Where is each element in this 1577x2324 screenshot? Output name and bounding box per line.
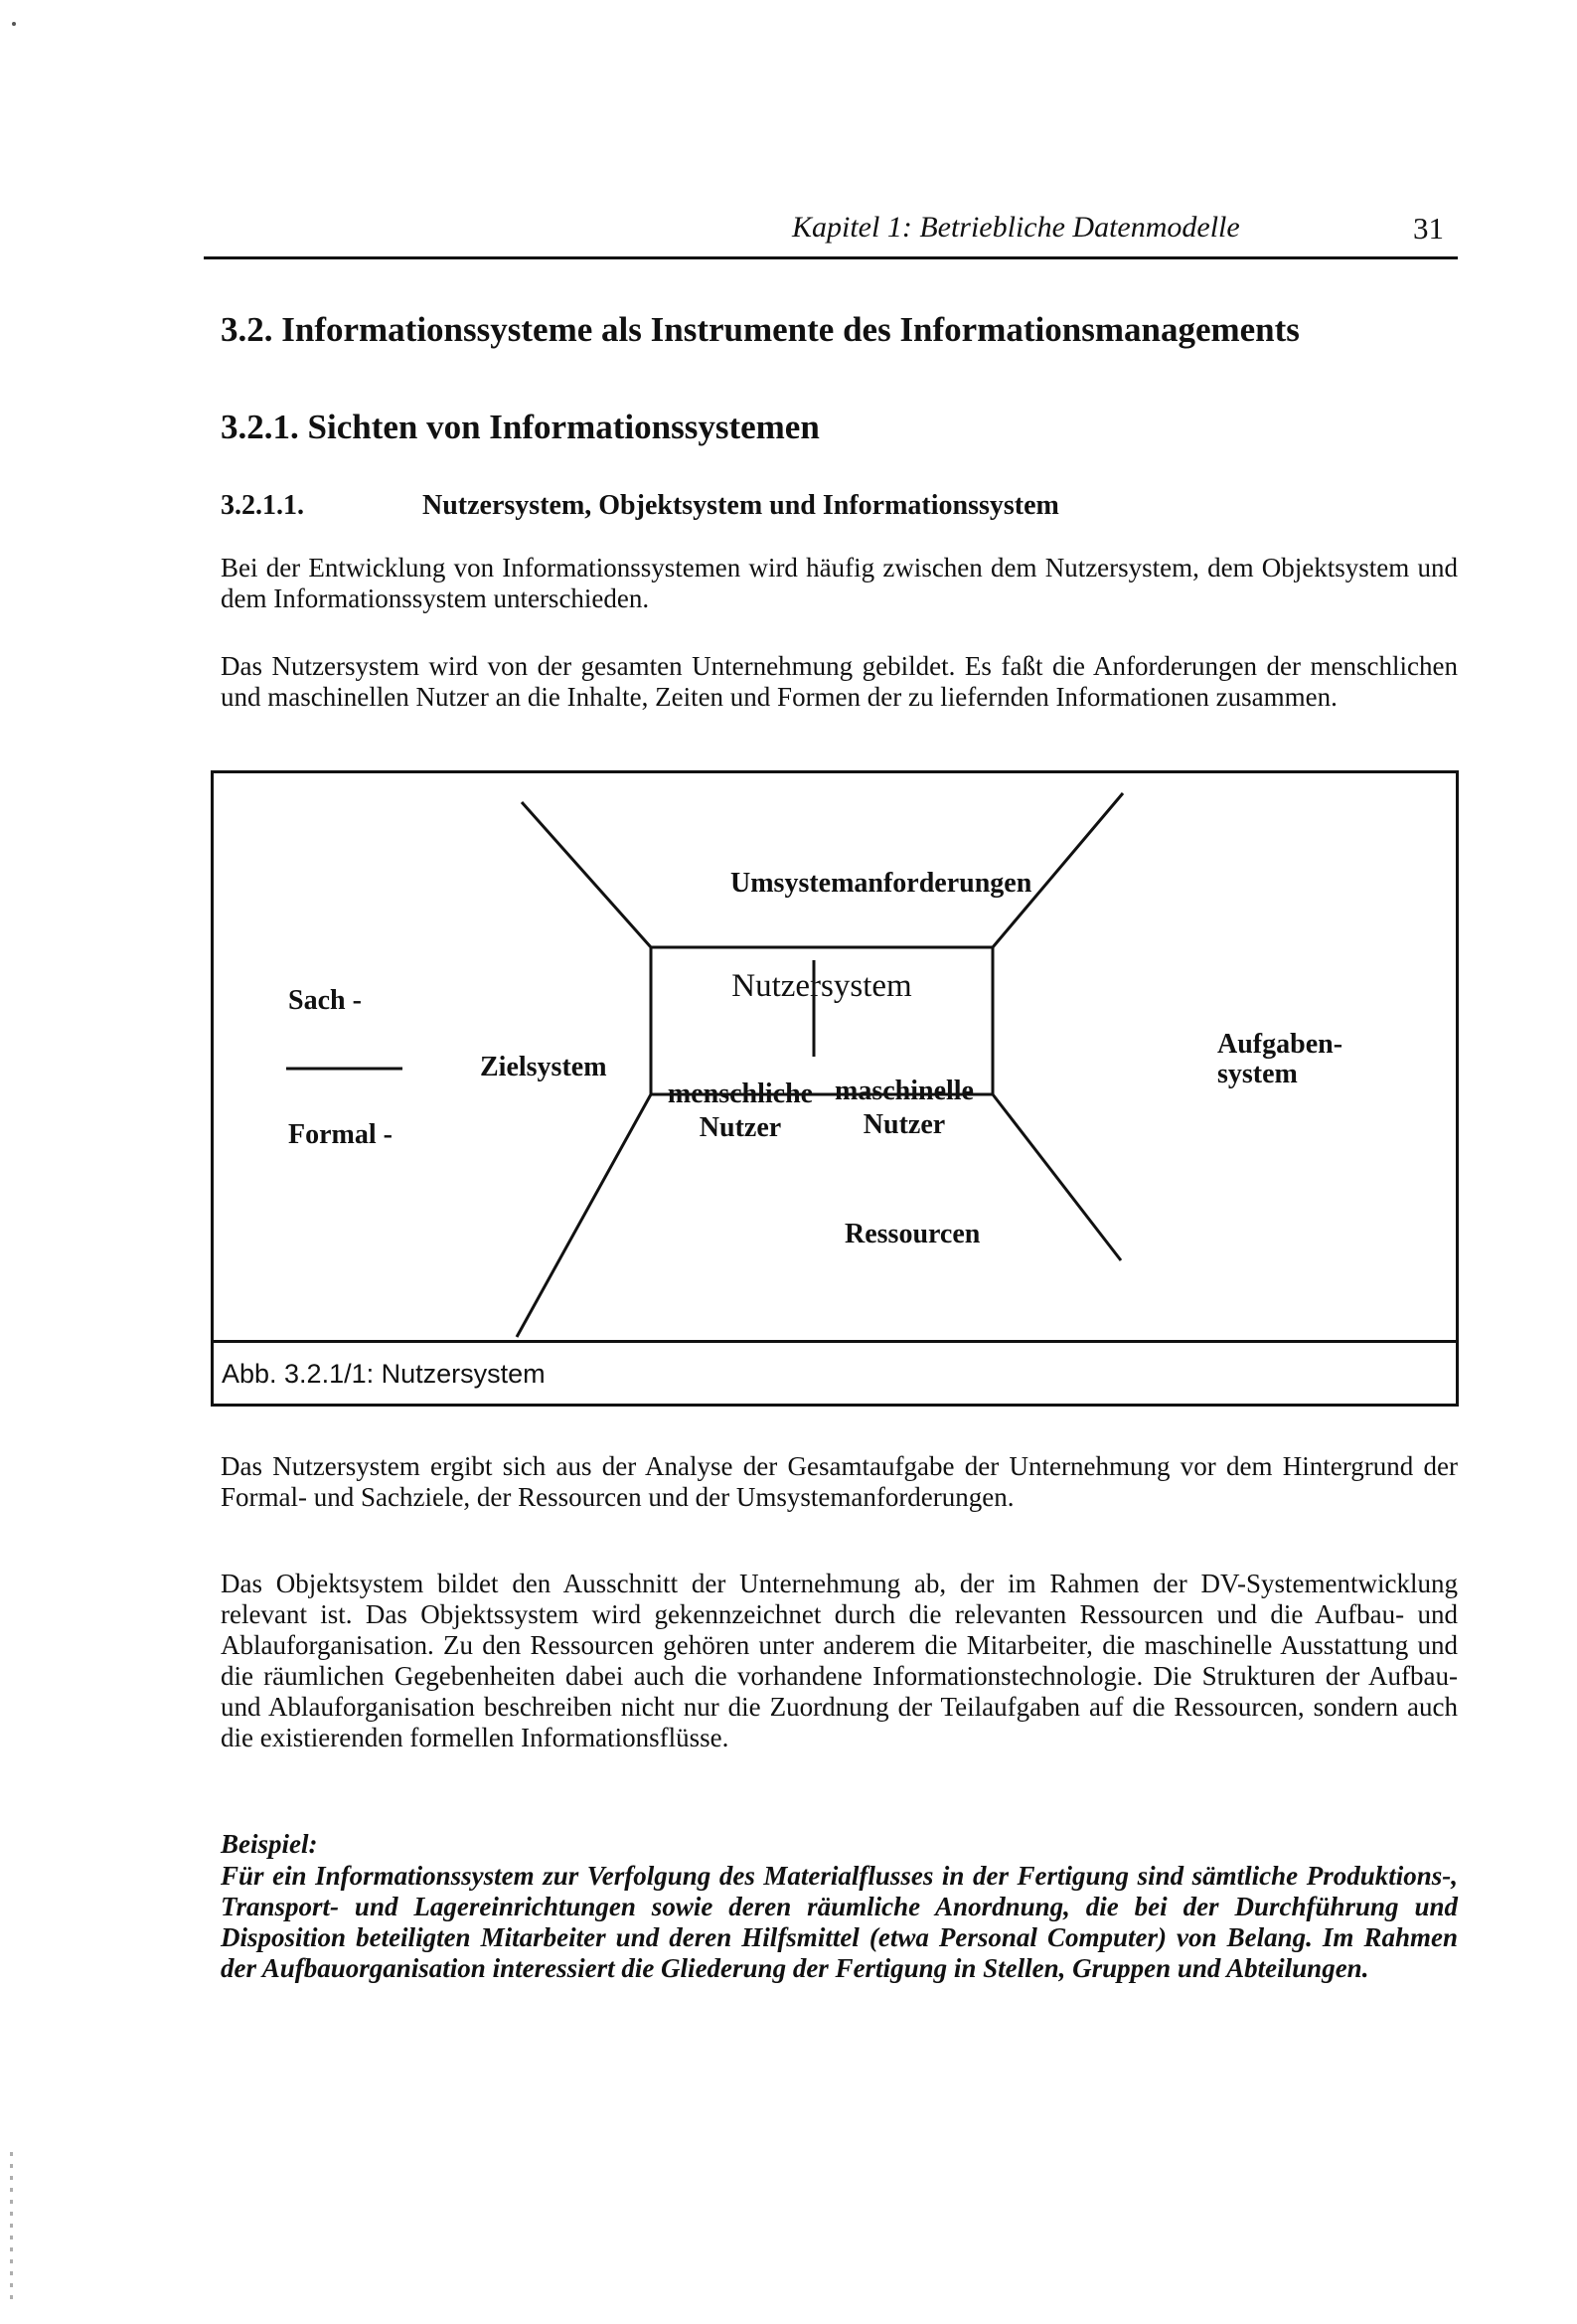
label-maschinelle-nutzer: maschinelle Nutzer: [835, 1076, 974, 1140]
heading-number-3-2-1-1: 3.2.1.1.: [221, 490, 304, 521]
heading-title-3-2-1-1: Nutzersystem, Objektsystem und Informationssystem: [422, 490, 1059, 521]
diagonal-bottom-left: [517, 1094, 651, 1337]
diagonal-top-left: [522, 802, 651, 947]
label-formal: Formal -: [288, 1119, 393, 1150]
heading-section-3-2-1: 3.2.1. Sichten von Informationssystemen: [221, 408, 820, 446]
label-menschliche-nutzer: menschliche Nutzer: [667, 1079, 814, 1143]
paragraph-analyse: Das Nutzersystem ergibt sich aus der Analyse der Gesamtaufgabe der Unternehmung vor dem Hintergrund der Formal- und Sachziele, der Ressourcen und der Umsystemanforderungen.: [221, 1451, 1458, 1512]
label-aufgabensystem: Aufgaben-system: [1217, 1029, 1343, 1089]
figure-caption: Abb. 3.2.1/1: Nutzersystem: [222, 1359, 546, 1389]
label-zielsystem: Zielsystem: [480, 1052, 607, 1082]
scan-speck: [12, 22, 16, 26]
label-sach: Sach -: [288, 985, 362, 1016]
paragraph-intro: Bei der Entwicklung von Informationssystemen wird häufig zwischen dem Nutzersystem, dem Objektsystem und dem Informationssystem unterschieden.: [221, 553, 1458, 613]
label-umsystemanforderungen: Umsystemanforderungen: [730, 868, 1032, 899]
label-ressourcen: Ressourcen: [845, 1219, 981, 1249]
diagonal-bottom-right: [993, 1094, 1121, 1260]
figure-caption-row: [214, 1340, 1456, 1404]
heading-section-3-2: 3.2. Informationssysteme als Instrumente des Informationsmanagements: [221, 310, 1300, 349]
paragraph-objektsystem: Das Objektsystem bildet den Ausschnitt der Unternehmung ab, der im Rahmen der DV-Systementwicklung relevant ist. Das Objektssystem wird gekennzeichnet durch die relevanten Ressourcen und die Aufbau- und Ablauforganisation. Zu den Ressourcen gehören unter anderem die Mitarbeiter, die maschinelle Ausstattung und die räumlichen Gegebenheiten dabei auch die vorhandene Informationstechnologie. Die Strukturen der Aufbau- und Ablauforganisation beschreiben nicht nur die Zuordnung der Teilaufgaben auf die Ressourcen, sondern auch die existierenden formellen Informationsflüsse.: [221, 1569, 1458, 1752]
paragraph-nutzersystem: Das Nutzersystem wird von der gesamten Unternehmung gebildet. Es faßt die Anforderungen der menschlichen und maschinellen Nutzer an die Inhalte, Zeiten und Formen der zu liefernden Informationen zusammen.: [221, 651, 1458, 712]
example-title: Beispiel:: [221, 1829, 318, 1859]
example-text: Für ein Informationssystem zur Verfolgung des Materialflusses in der Fertigung sind sämtliche Produktions-, Transport- und Lagereinrichtungen sowie deren räumliche Anordnung, die bei der Durchführung und Disposition beteiligten Mitarbeiter und deren Hilfsmittel (etwa Personal Computer) von Belang. Im Rahmen der Aufbauorganisation interessiert die Gliederung der Fertigung in Stellen, Gruppen und Abteilungen.: [221, 1861, 1458, 1983]
header-rule: [204, 256, 1458, 259]
running-title: Kapitel 1: Betriebliche Datenmodelle: [792, 211, 1240, 244]
scan-edge-mark: [10, 2152, 13, 2301]
page-number: 31: [1413, 211, 1444, 246]
figure-nutzersystem: [211, 770, 1459, 1407]
label-nutzersystem: Nutzersystem: [731, 968, 912, 1004]
